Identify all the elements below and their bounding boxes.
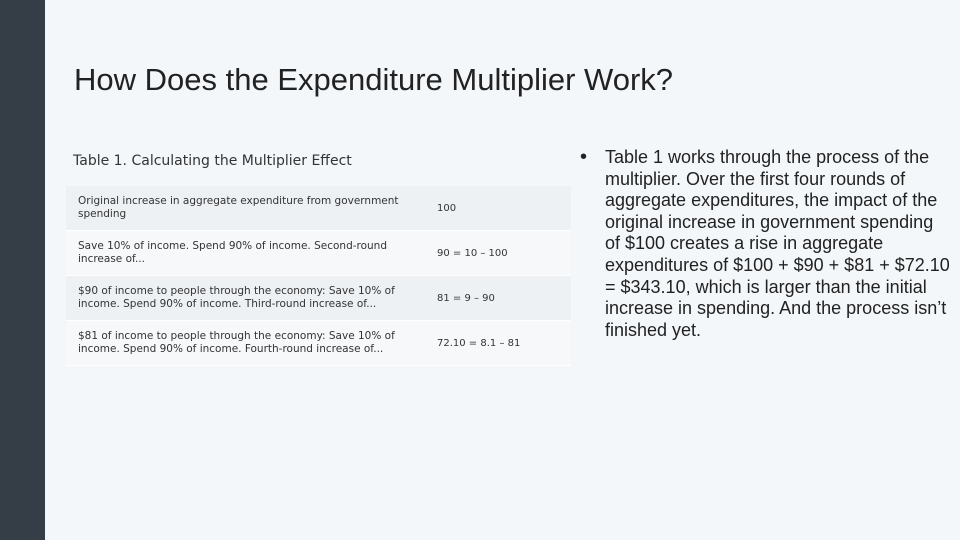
row-value: 100 xyxy=(437,202,457,214)
table-row xyxy=(66,186,571,231)
multiplier-table xyxy=(66,186,571,366)
row-value: 90 = 10 – 100 xyxy=(437,247,508,259)
bullet-text: Table 1 works through the process of the multiplier. Over the first four rounds of aggregate expenditures, the impact of the original increase in government spending of $100 creates a rise in aggregate expenditures of $100 + $90 + $81 + $72.10 = $343.10, which is larger than the initial increase in spending. And the process isn’t finished yet. xyxy=(605,147,950,340)
bullet-icon: • xyxy=(580,146,588,168)
slide-title: How Does the Expenditure Multiplier Work? xyxy=(74,62,674,97)
row-description: $90 of income to people through the economy: Save 10% of income. Spend 90% of income. Third-round increase of... xyxy=(78,285,395,310)
table-caption: Table 1. Calculating the Multiplier Effect xyxy=(73,153,352,169)
row-value: 81 = 9 – 90 xyxy=(437,292,495,304)
row-description: $81 of income to people through the economy: Save 10% of income. Spend 90% of income. Fourth-round increase of... xyxy=(78,330,395,355)
row-value: 72.10 = 8.1 – 81 xyxy=(437,337,521,349)
left-accent-bar xyxy=(0,0,45,540)
row-description: Save 10% of income. Spend 90% of income. Second-round increase of... xyxy=(78,240,388,265)
table-row xyxy=(66,276,571,321)
row-description: Original increase in aggregate expenditure from government spending xyxy=(78,195,399,220)
table-row xyxy=(66,231,571,276)
table-row xyxy=(66,321,571,366)
